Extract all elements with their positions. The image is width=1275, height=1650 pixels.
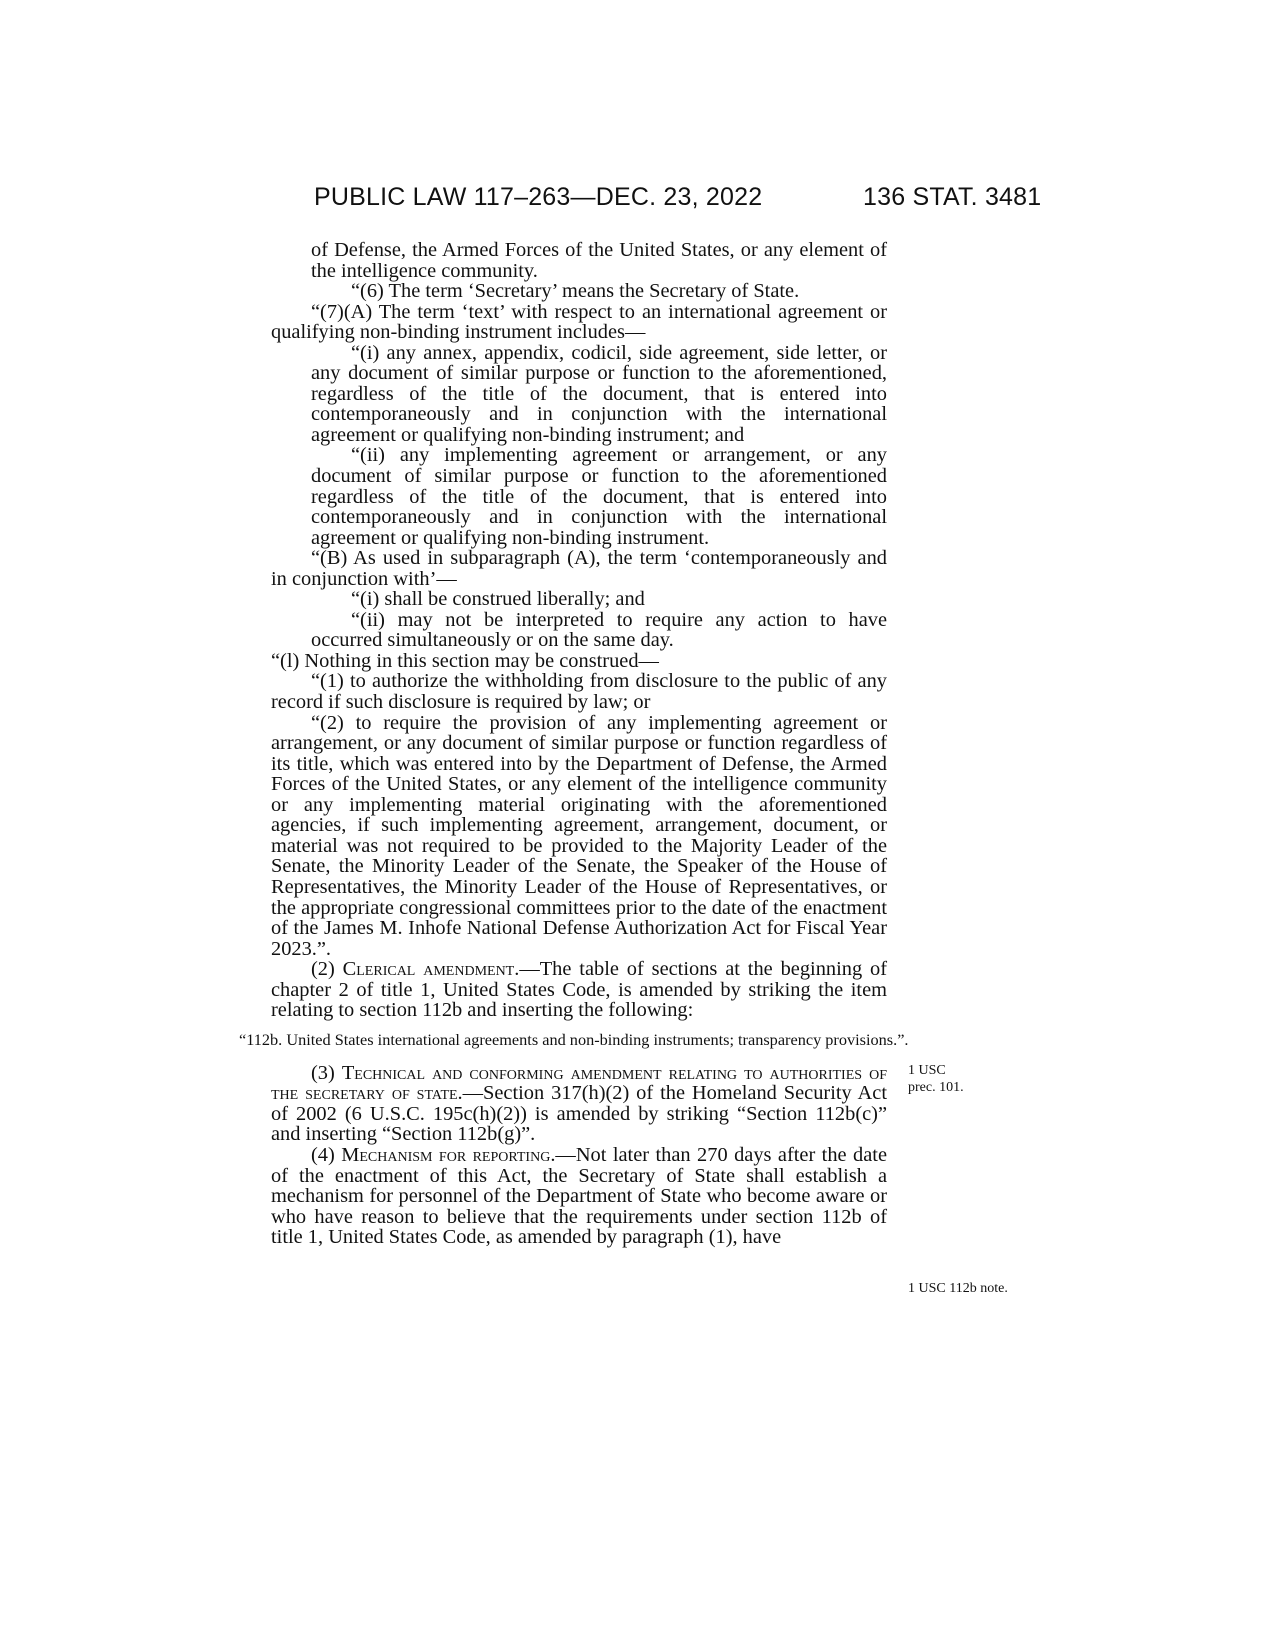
paragraph: “(l) Nothing in this section may be construed—: [271, 649, 659, 672]
paragraph-heading: Mechanism for reporting: [341, 1143, 551, 1166]
paragraph-heading: Technical and conforming amendment relating to authorities of the secretary of state: [271, 1061, 887, 1105]
public-law-title: PUBLIC LAW 117–263—DEC. 23, 2022: [314, 183, 763, 211]
paragraph-body: .—Not later than 270 days after the date of the enactment of this Act, the Secretary of State shall establish a mechanism for personnel of the Department of State who become aware or who have reason to believe that the requirements under section 112b of title 1, United States Code, as amended by paragraph (1), have: [271, 1143, 887, 1249]
paragraph: [271, 959, 887, 1021]
paragraph: [271, 1063, 887, 1145]
paragraph: “(i) shall be construed liberally; and: [351, 588, 645, 611]
paragraph-body: .—Section 317(h)(2) of the Homeland Security Act of 2002 (6 U.S.C. 195c(h)(2)) is amended by striking “Section 112b(c)” and inserting “Section 112b(g)”.: [271, 1082, 887, 1146]
margin-note-line: 1 USC: [908, 1063, 946, 1078]
paragraph: of Defense, the Armed Forces of the United States, or any element of the intelligence community.: [311, 239, 887, 282]
paragraph-number: (2): [311, 958, 335, 981]
stat-page-number: 136 STAT. 3481: [863, 183, 1042, 211]
paragraph-number: (4): [311, 1143, 335, 1166]
paragraph: “(2) to require the provision of any implementing agreement or arrangement, or any document of similar purpose or function regardless of its title, which was entered into by the Department of Defense, the Armed Forces of the United States, or any element of the intelligence community or any implementing material originating with the aforementioned agencies, if such implementing agreement, arrangement, document, or material was not required to be provided to the Majority Leader of the Senate, the Minority Leader of the Senate, the Speaker of the House of Representatives, the Minority Leader of the House of Representatives, or the appropriate congressional committees prior to the date of the enactment of the James M. Inhofe National Defense Authorization Act for Fiscal Year 2023.”.: [271, 711, 887, 960]
statute-text: [239, 239, 909, 1249]
margin-note-usc-112b: 1 USC 112b note.: [908, 1281, 1008, 1296]
paragraph: “(7)(A) The term ‘text’ with respect to an international agreement or qualifying non-binding instrument includes—: [271, 300, 887, 344]
table-of-sections-item: “112b. United States international agreements and non-binding instruments; transparency provisions.”.: [239, 1029, 909, 1049]
paragraph-heading: Clerical amendment: [342, 958, 515, 981]
paragraph: “(1) to authorize the withholding from disclosure to the public of any record if such disclosure is required by law; or: [271, 670, 887, 714]
paragraph: “(i) any annex, appendix, codicil, side agreement, side letter, or any document of similar purpose or function to the aforementioned, regardless of the title of the document, that is entered into contemporaneously and in conjunction with the international agreement or qualifying non-binding instrument; and: [311, 341, 887, 446]
paragraph: “(B) As used in subparagraph (A), the term ‘contemporaneously and in conjunction with’—: [271, 547, 887, 590]
margin-note-line: prec. 101.: [908, 1080, 964, 1095]
paragraph-number: (3): [311, 1061, 335, 1084]
page-header: [0, 183, 1275, 223]
margin-note-usc-prec: [908, 1062, 964, 1096]
paragraph: “(6) The term ‘Secretary’ means the Secretary of State.: [351, 280, 800, 303]
paragraph: “(ii) may not be interpreted to require any action to have occurred simultaneously or on the same day.: [311, 608, 887, 652]
paragraph: [271, 1145, 887, 1248]
paragraph: “(ii) any implementing agreement or arrangement, or any document of similar purpose or function to the aforementioned regardless of the title of the document, that is entered into contemporaneously and in conjunction with the international agreement or qualifying non-binding instrument.: [311, 444, 887, 549]
paragraph-body: .—The table of sections at the beginning of chapter 2 of title 1, United States Code, is amended by striking the item relating to section 112b and inserting the following:: [271, 958, 887, 1022]
